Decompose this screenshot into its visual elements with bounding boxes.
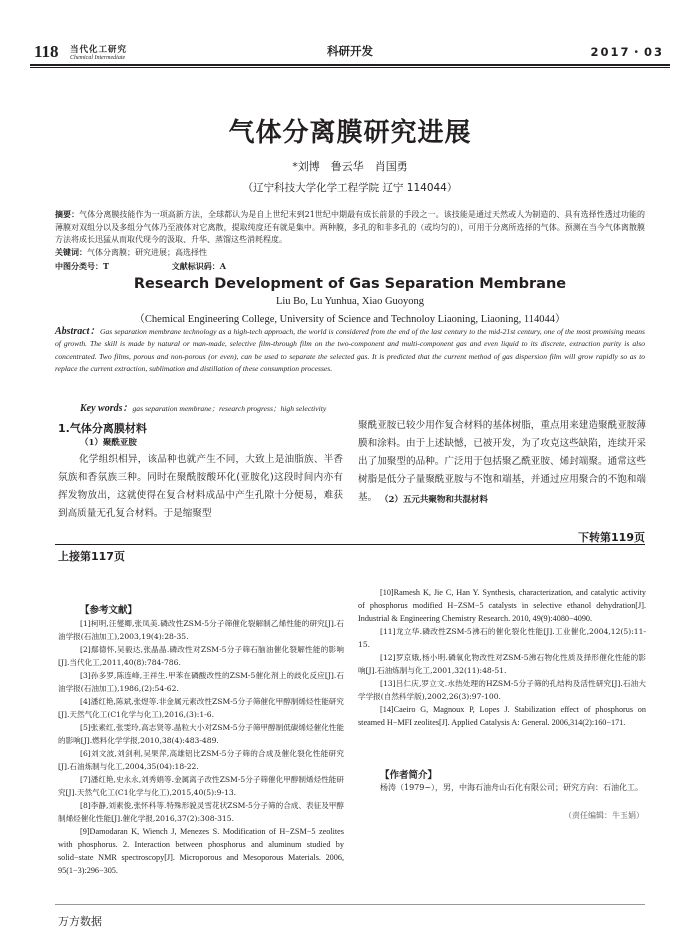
reference-item: [13]吕仁庆,罗立文.水热处理的HZSM-5分子筛的孔结构及活性研究[J].石油大学学报(自然科学版),2002,26(3):97-100. — [358, 679, 646, 701]
continued-to-note: 下转第119页 — [578, 531, 645, 544]
continued-from-note: 上接第117页 — [58, 550, 125, 563]
article-title-cn: 气体分离膜研究进展 — [228, 118, 472, 148]
article-title-en: Research Development of Gas Separation Membrane — [133, 276, 567, 292]
footer-rule — [55, 904, 645, 905]
keywords-label-en: Key words： — [80, 403, 133, 414]
abstract-label-en: Abstract： — [55, 326, 100, 337]
section-title: 科研开发 — [327, 44, 373, 58]
references-heading: 【参考文献】 — [80, 605, 138, 616]
abstract-text-cn: 气体分离膜技能作为一项高新方法，全球都认为是自上世纪末到21世纪中期最有成长前景的手段之一。该技能是通过天然或人为制造的、具有选择性透过功能的薄膜对双组分以及多组分气体乃至液体对它离散，提取纯度还有就是集中。两种膜，多孔的和非多孔的（或均匀的），可用于分离所选择的气体。预测在当今气体离散膜方法将成长迅猛从而取代现今的汲取、升华、蒸馏这些消耗程度。 — [55, 210, 645, 244]
footer-source: 万方数据 — [58, 915, 102, 928]
subsection-heading-2: （2）五元共聚物和共混材料 — [380, 495, 488, 505]
reference-item: [12]罗京娥,杨小明.磷氧化物改性对ZSM-5沸石物化性质及择形催化性能的影响[J].石油炼制与化工,2001,32(11):48-51. — [358, 653, 646, 675]
reference-item: [14]Caeiro G, Magnoux P, Lopes J. Stabilization effect of phosphorus on steamed H−MFI zeolites[J]. Applied Catalysis A: General. 2006,314(2):160−171. — [358, 705, 646, 727]
abstract-cn — [55, 208, 645, 247]
document-code: 文献标识码：A — [171, 261, 226, 271]
author-intro-text: 杨涛（1979~），男，中海石油舟山石化有限公司；研究方向：石油化工。 — [380, 783, 644, 792]
reference-item: [11]龙立华.磷改性ZSM-5沸石的催化裂化性能[J].工业催化,2004,12(5):11-15. — [358, 627, 646, 649]
body-paragraph-continued: 聚酰亚胺已较少用作复合材料的基体树脂，重点用来建造聚酰亚胺薄膜和涂料。由于上述缺憾，已被开发，为了攻克这些缺陷，连续开采出了加聚型的品种。广泛用于包括聚乙酰亚胺、烯封端聚。通常这些树脂是低分子量聚酰亚胺与不饱和端基，并通过应用聚合的不饱和端基。 — [358, 420, 646, 503]
reference-item: [2]鄢德怀,吴毅达,张晶晶.磷改性对ZSM-5分子筛石脑油催化裂解性能的影响[J].当代化工,2011,40(8):784-786. — [58, 645, 344, 667]
keywords-text-en: gas separation membrane；research progress；high selectivity — [132, 404, 327, 413]
reference-item: [7]潘红艳,史永永,刘秀娟等.金属离子改性ZSM-5分子筛催化甲醇制烯烃性能研究[J].天然气化工(C1化学与化工),2015,40(5):9-13. — [58, 775, 344, 797]
references-list-left — [58, 617, 344, 877]
keywords-cn — [55, 247, 207, 258]
responsible-editor: （责任编辑：牛玉娟） — [564, 811, 644, 820]
page-number: 118 — [34, 42, 59, 61]
subsection-heading: （1）聚酰亚胺 — [80, 438, 137, 448]
affiliation-cn: （辽宁科技大学化学工程学院 辽宁 114044） — [242, 182, 458, 194]
reference-item: [8]李静,刘素俊,张怀科等.特殊形貌灵雪花状ZSM-5分子筛的合成、表征及甲醇制烯烃催化性能[J].催化学报,2016,37(2):308-315. — [58, 801, 344, 823]
references-list-right — [358, 586, 646, 729]
section-heading: 1.气体分离膜材料 — [58, 422, 147, 435]
affiliation-en: （Chemical Engineering College, University of Science and Technoloy Liaoning, Liaoning, 114044） — [134, 314, 566, 325]
abstract-label-cn: 摘要： — [55, 209, 80, 219]
journal-name-en: Chemical Intermediate — [70, 55, 126, 61]
header-rule-thin — [30, 67, 670, 68]
keywords-text-cn: 气体分离膜；研究进展；高选择性 — [87, 248, 207, 257]
keywords-label-cn: 关键词： — [55, 247, 87, 257]
abstract-text-en: Gas separation membrane technology as a high-tech approach, the world is considered from the end of the last century to the mid-21st century, one of the most promising means of growth. The skill is made by natural or man-made, selective film-through film on the two-component and multi-component gas and even liquid to its discrete, extraction purity is also concentrated. Two films, porous and non-porous (or even), can be used to separate the selected gas. It is predicted that the current method of gas dispersion film will grow rapidly so as to replace the current extraction, sublimation and distillation of these consumption processes. — [55, 327, 645, 373]
issue-number: 2017・03 — [590, 45, 664, 59]
header-rule — [30, 64, 670, 66]
reference-item: [4]潘红艳,陈斌,张煜等.非金属元素改性ZSM-5分子筛催化甲醇制烯烃性能研究[J].天然气化工(C1化学与化工),2016,(3):1-6. — [58, 697, 344, 719]
journal-name-cn: 当代化工研究 — [70, 45, 128, 55]
reference-item: [6]刘文波,刘剑利,吴果萍,高雄铝比ZSM-5分子筛的合成及催化裂化性能研究[J].石油炼制与化工,2004,35(04):18-22. — [58, 749, 344, 771]
reference-item: [5]张素红,张雯玲,高志贤等.晶粒大小对ZSM-5分子筛甲醇制低碳烯烃催化性能的影响[J].燃料化学学报,2010,38(4):483-489. — [58, 723, 344, 745]
keywords-en — [80, 399, 326, 414]
reference-item: [9]Damodaran K, Wiench J, Menezes S. Modification of H−ZSM−5 zeolites with phosphorus. 2. Interaction between phosphorus and aluminum studied by solid−state NMR spectroscopy[J]. Microporous and Mesoporous Materials. 2006, 95(1−3):296−305. — [58, 827, 344, 875]
body-paragraph: 化学组织相异，该品种也就产生不同，大致上是油脂族、半香氛族和香氛族三种。同时在聚酰胺酸环化(亚胺化)这段时间内亦有挥发物放出，这就使得在复合材料成品中产生孔隙十分便易，难获到高质量无孔复合材料。于是缩聚型 — [58, 454, 343, 519]
author-intro-heading: 【作者简介】 — [380, 770, 438, 781]
continuation-rule — [55, 544, 645, 545]
reference-item: [1]柯明,汪燮卿,张凤美.磷改性ZSM-5分子筛催化裂解制乙烯性能的研究[J].石油学报(石油加工),2003,19(4):28-35. — [58, 619, 344, 641]
clc-code: 中图分类号：T — [55, 261, 109, 271]
reference-item: [3]孙多罗,陈连峰,王祥生.甲苯在磷酸改性的ZSM-5催化剂上的歧化反应[J].石油学报(石油加工),1986,(2):54-62. — [58, 671, 344, 693]
authors-cn: *刘博 鲁云华 肖国勇 — [292, 160, 408, 173]
abstract-en — [55, 326, 645, 375]
classification-line — [55, 261, 286, 272]
reference-item: [10]Ramesh K, Jie C, Han Y. Synthesis, characterization, and catalytic activity of phosphorus modified H−ZSM−5 catalysts in selective ethanol dehydration[J]. Industrial & Engineering Chemistry Research. 2010, 49(9):4080−4090. — [358, 588, 646, 623]
authors-en: Liu Bo, Lu Yunhua, Xiao Guoyong — [275, 296, 425, 307]
